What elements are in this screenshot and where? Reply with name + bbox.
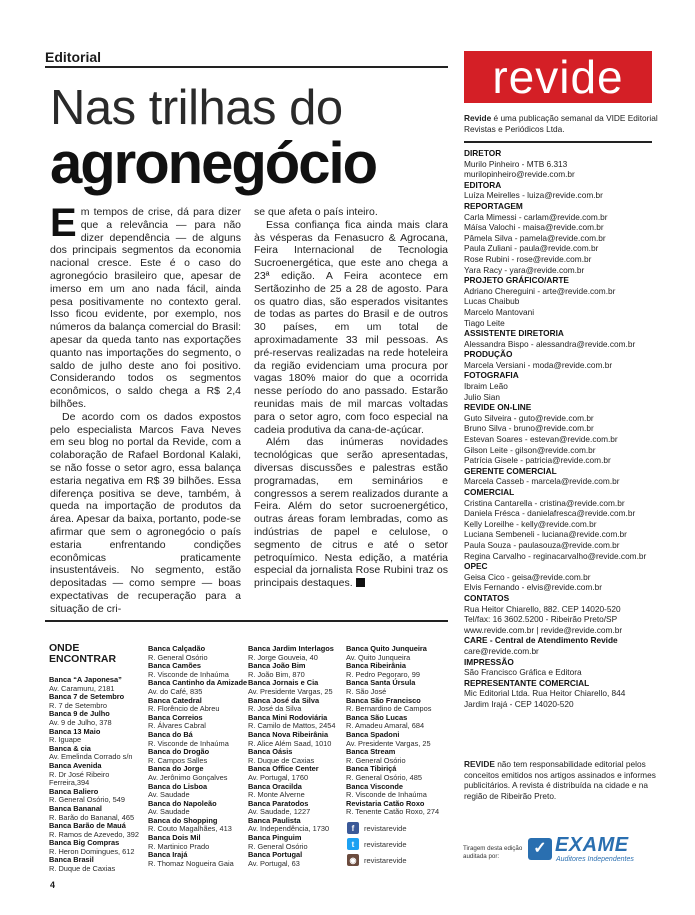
- store-name: Banca João Bim: [248, 661, 306, 671]
- store-address: Av. Caramuru, 2181: [49, 683, 115, 693]
- end-of-article-icon: [356, 578, 365, 587]
- store-address: R. Heron Domingues, 612: [49, 846, 135, 856]
- store-name: Banca Oracilda: [248, 781, 302, 791]
- section-label: Editorial: [45, 49, 102, 65]
- store-address: Av. Saudade: [148, 790, 190, 800]
- staff-line: Rua Heitor Chiarello, 882. CEP 14020-520: [464, 603, 621, 614]
- store-address: Av. 9 de Julho, 378: [49, 717, 112, 727]
- store-address: R. São José: [346, 686, 387, 696]
- twitter-icon: t: [347, 838, 359, 850]
- store-name: Banca Calçadão: [148, 644, 206, 653]
- store-address: R. Álvares Cabral: [148, 721, 206, 731]
- store-address: R. General Osório: [346, 755, 406, 765]
- checkmark-icon: ✓: [528, 838, 552, 860]
- staff-heading: OPEC: [464, 561, 488, 572]
- facebook-icon: f: [347, 822, 359, 834]
- masthead-intro: Revide é uma publicação semanal da VIDE Editorial Revistas e Periódicos Ltda.: [464, 113, 658, 134]
- store-address: R. Couto Magalhães, 413: [148, 824, 232, 834]
- headline-line-2: agronegócio: [50, 131, 377, 196]
- directory-column-2: [148, 645, 248, 868]
- store-address: R. General Osório, 485: [346, 772, 422, 782]
- staff-line: Marcela Casseb - marcela@revide.com.br: [464, 476, 620, 487]
- staff-line: Marcela Versiani - moda@revide.com.br: [464, 359, 613, 370]
- onde-encontrar-title: ONDE ENCONTRAR: [49, 642, 117, 665]
- article-paragraph: se que afeta o país inteiro.: [254, 206, 378, 218]
- staff-line: Patrícia Gisele - patricia@revide.com.br: [464, 455, 611, 466]
- store-name: Banca Correios: [148, 712, 203, 722]
- drop-cap: E: [50, 201, 77, 245]
- store-name: Banca do Jorge: [148, 764, 204, 774]
- article-paragraph: Em tempos de crise, dá para dizer que a relevância — para não dizer dependência — de alguns dos principais segmentos da economia nacional cresce. Este é o caso do agronegócio brasileiro que, apesar de imerso em um ano nada fácil, ainda pesa positivamente no contexto geral. Isso ficou evidente, por exemplo, nos números da balança comercial do Brasil: apesar da queda tanto nas exportações quanto nas importações do segmento, o saldo de julho deste ano foi positivo. Considerando todos os segmentos econômicos, o saldo chega a R$ 2,4 bilhões.: [50, 201, 241, 410]
- store-name: Banca Paratodos: [248, 798, 309, 808]
- staff-heading: GERENTE COMERCIAL: [464, 465, 557, 476]
- store-address: R. Amadeu Amaral, 684: [346, 721, 425, 731]
- store-name: Banca Jornais e Cia: [248, 678, 319, 688]
- store-name: Banca do Drogão: [148, 747, 210, 757]
- store-name: Banca Brasil: [49, 855, 94, 865]
- store-address: Av. Saudade, 1227: [248, 807, 311, 817]
- store-address: R. Camilo de Mattos, 2454: [248, 721, 336, 731]
- staff-line: Lucas Chaibub: [464, 296, 520, 307]
- staff-line: Luciana Sembeneli - luciana@revide.com.br: [464, 529, 627, 540]
- store-name: Banca Irajá: [148, 850, 188, 860]
- directory-column-1: [49, 676, 145, 874]
- staff-line: Geisa Cico - geisa@revide.com.br: [464, 571, 591, 582]
- store-name: Banca Mini Rodoviária: [248, 712, 328, 722]
- store-name: Banca Nova Ribeirânia: [248, 729, 329, 739]
- auditor-subtitle: Auditores Independentes: [556, 856, 634, 863]
- store-address: Av. do Café, 835: [148, 686, 203, 696]
- store-name: Banca Portugal: [248, 850, 303, 860]
- staff-line: Julio Sian: [464, 391, 500, 402]
- store-address: R. General Osório: [248, 841, 308, 851]
- staff-line: Ibraim Leão: [464, 381, 508, 392]
- store-name: Banca Dois Mil: [148, 833, 201, 843]
- store-address: R. Visconde de Inhaúma: [346, 790, 427, 800]
- store-address: R. Martinico Prado: [148, 841, 210, 851]
- store-name: Banca Spadoni: [346, 729, 400, 739]
- staff-heading: COMERCIAL: [464, 487, 515, 497]
- staff-line: murilopinheiro@revide.com.br: [464, 169, 575, 180]
- revide-logo: revide: [464, 51, 652, 103]
- store-address: R. Thomaz Nogueira Gaia: [148, 858, 234, 868]
- store-address: R. Duque de Caxias: [49, 864, 116, 874]
- store-name: Banca Tibiriçá: [346, 764, 397, 774]
- auditor-name: EXAME: [555, 834, 629, 856]
- store-address: Av. Quito Junqueira: [346, 652, 411, 662]
- store-address: Av. Jerônimo Gonçalves: [148, 772, 228, 782]
- staff-line: Pâmela Silva - pamela@revide.com.br: [464, 232, 606, 243]
- staff-line: Marcelo Mantovani: [464, 306, 535, 317]
- store-address: Av. Emelinda Corrado s/n: [49, 752, 133, 762]
- store-address: R. Dr José Ribeiro Ferreira,394: [49, 769, 110, 788]
- store-name: Revistaria Catão Roxo: [346, 798, 425, 808]
- staff-line: Daniela Frésca - danielafresca@revide.com.br: [464, 508, 636, 519]
- staff-list: [464, 148, 674, 709]
- staff-line: Paula Zuliani - paula@revide.com.br: [464, 243, 599, 254]
- store-address: R. Duque de Caxias: [248, 755, 315, 765]
- article-column-2: [254, 206, 448, 590]
- store-address: R. General Osório: [148, 652, 208, 662]
- store-name: Banca José da Silva: [248, 695, 320, 705]
- store-address: R. José da Silva: [248, 704, 302, 714]
- social-facebook[interactable]: f revistarevide: [347, 822, 407, 834]
- store-name: Banca Pinguim: [248, 833, 302, 843]
- store-address: R. Pedro Pegoraro, 99: [346, 669, 420, 679]
- headline-line-1: Nas trilhas do: [50, 81, 343, 135]
- store-name: Banca do Lisboa: [148, 781, 208, 791]
- store-name: Banca 9 de Julho: [49, 709, 110, 719]
- store-name: Banca Bananal: [49, 803, 102, 813]
- store-name: Banca Ribeirânia: [346, 661, 406, 671]
- store-name: Banca Baliero: [49, 786, 99, 796]
- store-address: R. 7 de Setembro: [49, 700, 107, 710]
- store-address: R. Ramos de Azevedo, 392: [49, 829, 139, 839]
- staff-heading: IMPRESSÃO: [464, 656, 514, 667]
- store-name: Banca Barão de Mauá: [49, 821, 126, 831]
- masthead-divider: [464, 141, 652, 143]
- staff-line: Tiago Leite: [464, 317, 505, 328]
- staff-line: Guto Silveira - guto@revide.com.br: [464, 412, 594, 423]
- store-address: Av. Portugal, 1760: [248, 772, 309, 782]
- store-name: Banca Quito Junqueira: [346, 644, 427, 653]
- staff-line: Máísa Valochi - maisa@revide.com.br: [464, 222, 604, 233]
- store-name: Banca 7 de Setembro: [49, 692, 125, 702]
- staff-heading: REPORTAGEM: [464, 200, 523, 211]
- staff-line: São Francisco Gráfica e Editora: [464, 667, 582, 678]
- store-name: Banca & cia: [49, 743, 91, 753]
- social-twitter[interactable]: t revistarevide: [347, 838, 407, 850]
- store-address: R. João Bim, 870: [248, 669, 305, 679]
- staff-line: Adriano Chereguini - arte@revide.com.br: [464, 285, 616, 296]
- staff-line: Estevan Soares - estevan@revide.com.br: [464, 434, 618, 445]
- store-address: Av. Saudade: [148, 807, 190, 817]
- staff-line: Elvis Fernando - elvis@revide.com.br: [464, 582, 602, 593]
- instagram-icon: ◉: [347, 854, 359, 866]
- store-name: Banca Oásis: [248, 747, 293, 757]
- store-address: R. Monte Alverne: [248, 790, 305, 800]
- store-address: R. Campos Salles: [148, 755, 208, 765]
- store-name: Banca do Bá: [148, 729, 193, 739]
- staff-line: Mic Editorial Ltda. Rua Heitor Chiarello, 844: [464, 688, 626, 699]
- store-address: R. Tenente Catão Roxo, 274: [346, 807, 440, 817]
- article-divider: [45, 620, 448, 622]
- store-name: Banca Cantinho da Amizade: [148, 678, 248, 688]
- article-column-1: [50, 201, 241, 616]
- staff-line: Luíza Meirelles - luiza@revide.com.br: [464, 190, 603, 201]
- exame-auditor-logo: [528, 834, 658, 864]
- article-paragraph: Essa confiança fica ainda mais clara às vésperas da Fenasucro & Agrocana, Feira Internacional de Tecnologia Sucroenergética, que este ano chega a 23ª edição. A Feira acontece em Sertãozinho de 25 a 28 de agosto. Para os quatro dias, são esperados visitantes de todas as partes do Brasil e de outros 30 países, em um total de aproximadamente 33 mil pessoas. As pré-reservas realizadas na rede hoteleira da região evidenciam uma procura por vagas 180% maior do que a ocorrida nesse período do ano passado. Estarão reunidas mais de mil marcas voltadas para o setor agro, com foco especial na cadeia produtiva da cana-de-açúcar.: [254, 218, 448, 436]
- staff-heading: EDITORA: [464, 179, 502, 190]
- store-address: R. Barão do Bananal, 465: [49, 812, 135, 822]
- staff-heading: CONTATOS: [464, 592, 510, 603]
- disclaimer: REVIDE não tem responsabilidade editorial pelos conceitos emitidos nos artigos assinados e informes publicitários. A revista é distribuída na cidade e na região de Ribeirão Preto.: [464, 759, 656, 801]
- staff-heading: REVIDE ON-LINE: [464, 402, 532, 413]
- store-name: Banca Jardim Interlagos: [248, 644, 334, 653]
- store-address: R. Bernardino de Campos: [346, 704, 432, 714]
- store-address: Av. Independência, 1730: [248, 824, 330, 834]
- store-name: Banca do Napoleão: [148, 798, 217, 808]
- audit-note: Tiragem desta edição auditada por:: [463, 845, 523, 860]
- staff-line: Gilson Leite - gilson@revide.com.br: [464, 444, 596, 455]
- article-paragraph: Além das inúmeras novidades tecnológicas que serão apresentadas, diversas discussões e palestras estão programadas, em seminários e congressos a serem realizados durante a Feira. Além do setor sucroenergético, outras áreas foram lembradas, como as indústrias de papel e celulose, o segmento de citrus e até o setor petroquímico. Nesta edição, a matéria especial da jornalista Rose Rubini traz os principais destaques.: [254, 436, 448, 590]
- staff-line: Murilo Pinheiro - MTB 6.313: [464, 158, 568, 169]
- staff-line: Kelly Loreilhe - kelly@revide.com.br: [464, 518, 597, 529]
- staff-line: Regina Carvalho - reginacarvalho@revide.com.br: [464, 550, 647, 561]
- store-address: R. Jorge Gouveia, 40: [248, 652, 318, 662]
- store-name: Banca Paulista: [248, 815, 301, 825]
- directory-column-3: [248, 645, 346, 868]
- store-name: Banca Camões: [148, 661, 201, 671]
- staff-heading: CARE - Central de Atendimento Revide: [464, 635, 618, 646]
- staff-line: Yara Racy - yara@revide.com.br: [464, 264, 585, 275]
- store-name: Banca Big Compras: [49, 838, 120, 848]
- store-name: Banca Office Center: [248, 764, 319, 774]
- store-address: R. Alice Além Saad, 1010: [248, 738, 332, 748]
- store-name: Banca 13 Maio: [49, 726, 101, 736]
- staff-heading: PROJETO GRÁFICO/ARTE: [464, 275, 569, 286]
- staff-heading: FOTOGRAFIA: [464, 370, 519, 381]
- staff-heading: REPRESENTANTE COMERCIAL: [464, 677, 590, 688]
- staff-line: Paula Souza - paulasouza@revide.com.br: [464, 539, 620, 550]
- store-address: Av. Presidente Vargas, 25: [248, 686, 333, 696]
- staff-heading: PRODUÇÃO: [464, 349, 513, 360]
- store-address: R. Visconde de Inhaúma: [148, 669, 229, 679]
- directory-column-4: [346, 645, 448, 817]
- staff-line: Tel/fax: 16 3602.5200 - Ribeirão Preto/SP: [464, 614, 618, 625]
- staff-line: Carla Mimessi - carlam@revide.com.br: [464, 211, 608, 222]
- store-name: Banca São Francisco: [346, 695, 421, 705]
- social-instagram[interactable]: ◉ revistarevide: [347, 854, 407, 866]
- article-paragraph: De acordo com os dados expostos pelo especialista Marcos Fava Neves em seu blog no portal da Revide, com a colaboração de Rafael Bordonal Kalaki, se não fosse o setor agro, essa balança estaria negativa em R$ 39 bilhões. Essa diferença positiva se deve, também, à queda na importação de produtos da área. Apesar da baixa, portanto, pode-se afirmar que sem o agronegócio o país estaria enfrentando condições econômicas praticamente insustentáveis. No segmento, estão depositadas — como sempre — boas expectativas de recuperação para a situação de cri-: [50, 410, 241, 615]
- store-address: Av. Portugal, 63: [248, 858, 300, 868]
- staff-line: Cristina Cantarella - cristina@revide.com.br: [464, 497, 625, 508]
- store-address: R. Visconde de Inhaúma: [148, 738, 229, 748]
- store-name: Banca Avenida: [49, 760, 102, 770]
- store-name: Banca São Lucas: [346, 712, 408, 722]
- store-name: Banca Catedral: [148, 695, 202, 705]
- store-name: Banca Stream: [346, 747, 396, 757]
- store-address: R. General Osório, 549: [49, 795, 125, 805]
- section-divider: [45, 66, 448, 68]
- staff-line: Bruno Silva - bruno@revide.com.br: [464, 423, 594, 434]
- store-address: Av. Presidente Vargas, 25: [346, 738, 431, 748]
- staff-line: care@revide.com.br: [464, 645, 539, 656]
- staff-line: www.revide.com.br | revide@revide.com.br: [464, 624, 623, 635]
- store-name: Banca Visconde: [346, 781, 403, 791]
- store-name: Banca “A Japonesa”: [49, 675, 122, 684]
- staff-heading: ASSISTENTE DIRETORIA: [464, 328, 564, 339]
- staff-heading: DIRETOR: [464, 148, 502, 158]
- staff-line: Jardim Irajá - CEP 14020-520: [464, 698, 574, 709]
- staff-line: Rose Rubini - rose@revide.com.br: [464, 253, 592, 264]
- page-number: 4: [50, 880, 56, 890]
- store-address: R. Florêncio de Abreu: [148, 704, 220, 714]
- store-address: R. Iguape: [49, 735, 82, 745]
- staff-line: Alessandra Bispo - alessandra@revide.com.br: [464, 338, 636, 349]
- store-name: Banca Santa Úrsula: [346, 678, 416, 688]
- store-name: Banca do Shopping: [148, 815, 218, 825]
